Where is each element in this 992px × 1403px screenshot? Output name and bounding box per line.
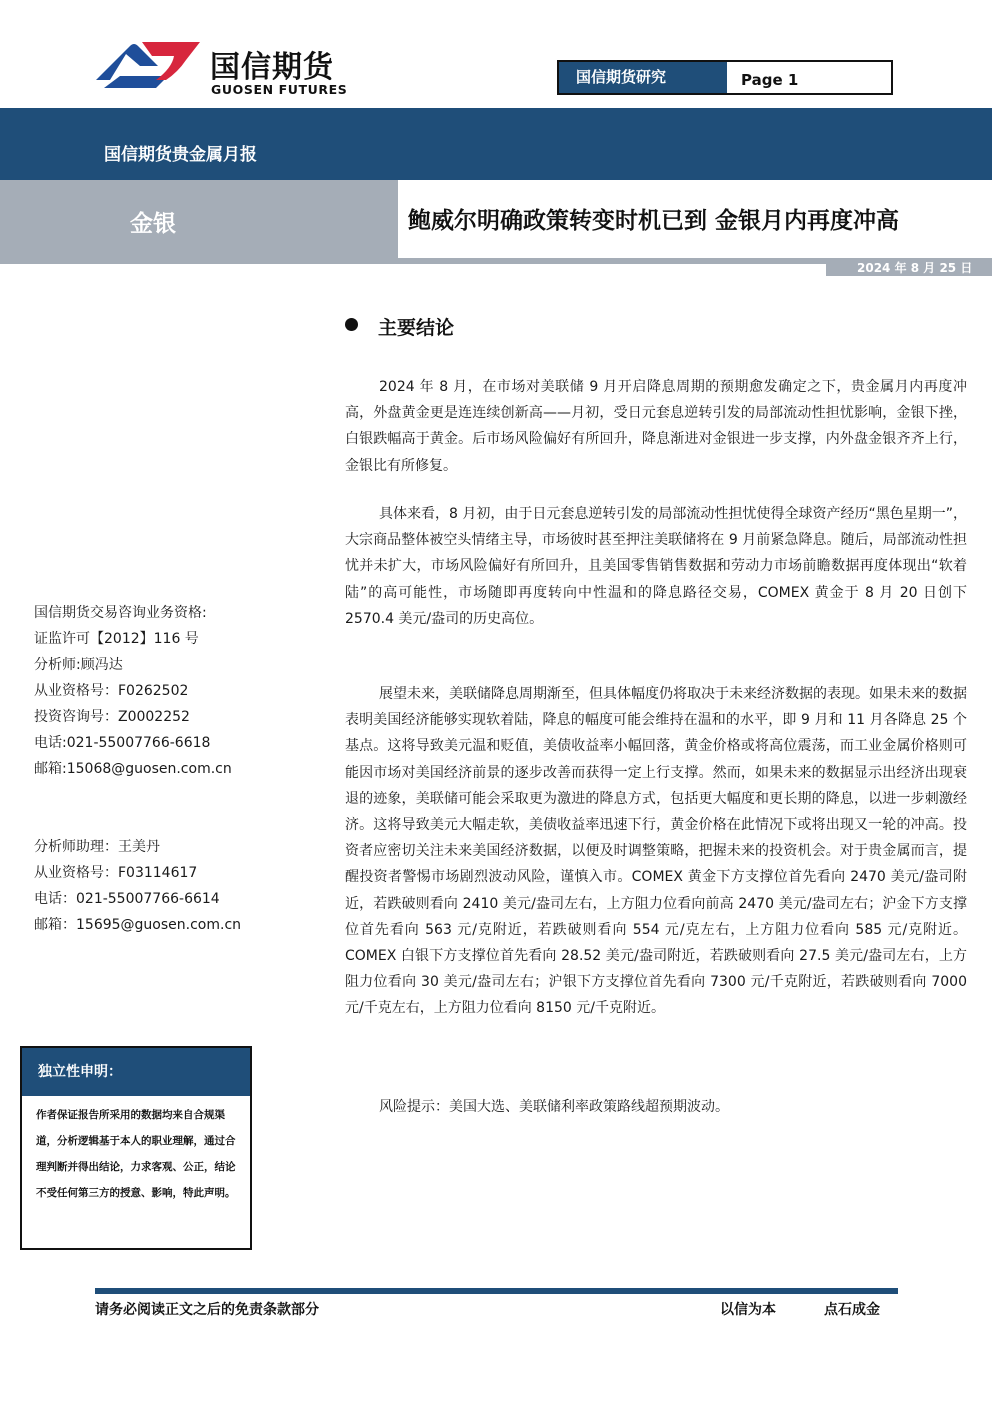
assistant-cert: 从业资格号：F03114617 [34,865,198,881]
risk-warning: 风险提示：美国大选、美联储利率政策路线超预期波动。 [379,1099,729,1115]
company-name-cn: 国信期货 [210,50,334,85]
footer-slogan-1: 以信为本 [720,1302,776,1318]
research-page-box [557,60,893,95]
conclusion-paragraph: 2024 年 8 月，在市场对美联储 9 月开启降息周期的预期愈发确定之下，贵金属月内再度冲高，外盘黄金更是连连续创新高——月初，受日元套息逆转引发的局部流动性担忧影响，金银下挫，白银跌幅高于黄金。后市场风险偏好有所回升，降息渐进对金银进一步支撑，内外盘金银齐齐上行，金银比有所修复。 [345,379,967,474]
assistant-name: 分析师助理：王美丹 [34,839,160,855]
analyst-email: 邮箱:15068@guosen.com.cn [34,761,232,777]
bullet-icon [345,318,358,331]
page-number: Page 1 [741,71,799,89]
independence-statement-box [20,1046,252,1250]
qualification-line: 国信期货交易咨询业务资格: [34,605,207,621]
footer-bar [95,1288,898,1294]
company-name-en: GUOSEN FUTURES [211,82,348,97]
footer-disclaimer: 请务必阅读正文之后的免责条款部分 [95,1302,319,1318]
analyst-name: 分析师:顾冯达 [34,657,123,673]
independence-text: 作者保证报告所采用的数据均来自合规渠道，分析逻辑基于本人的职业理解，通过合理判断并得出结论，力求客观、公正，结论不受任何第三方的授意、影响，特此声明。 [36,1109,236,1199]
section-tag: 金银 [130,211,176,237]
analyst-phone: 电话:021-55007766-6618 [34,735,211,751]
analyst-cert: 从业资格号：F0262502 [34,683,189,699]
conclusion-paragraph: 展望未来，美联储降息周期渐至，但具体幅度仍将取决于未来经济数据的表现。如果未来的数据表明美国经济能够实现软着陆，降息的幅度可能会维持在温和的水平，即 9 月和 11 月各降息 25 个基点。这将导致美元温和贬值，美债收益率小幅回落，黄金价格或将高位震荡，而工业金属价格则可能因市场对美国经济前景的逐步改善而获得一定上行支撑。然而，如果未来的数据显示出经济出现衰退的迹象，美联储可能会采取更为激进的降息方式，包括更大幅度和更长期的降息，以进一步刺激经济。这将导致美元大幅走软，美债收益率迅速下行，黄金价格在此情况下或将出现又一轮的冲高。投资者应密切关注未来美国经济数据，以便及时调整策略，把握未来的投资机会。对于贵金属而言，提醒投资者警惕市场剧烈波动风险，谨慎入市。COMEX 黄金下方支撑位首先看向 2470 美元/盎司附近，若跌破则看向 2410 美元/盎司左右，上方阻力位看向前高 2470 美元/盎司左右；沪金下方支撑位首先看向 563 元/克附近，若跌破则看向 554 元/克左右，上方阻力位看向 585 元/克附近。COMEX 白银下方支撑位首先看向 28.52 美元/盎司附近，若跌破则看向 27.5 美元/盎司左右，上方阻力位看向 30 美元/盎司左右；沪银下方支撑位首先看向 7300 元/千克附近，若跌破则看向 7000 元/千克左右，上方阻力位看向 8150 元/千克附近。 [345,686,967,1017]
license-line: 证监许可【2012】116 号 [34,631,199,647]
analyst-consult-no: 投资咨询号：Z0002252 [34,709,190,725]
footer-slogan-2: 点石成金 [824,1302,880,1318]
conclusion-heading: 主要结论 [378,317,455,339]
report-date: 2024 年 8 月 25 日 [857,261,973,275]
assistant-email: 邮箱：15695@guosen.com.cn [34,917,242,933]
main-headline: 鲍威尔明确政策转变时机已到 金银月内再度冲高 [408,208,900,234]
research-label: 国信期货研究 [559,62,727,93]
assistant-phone: 电话：021-55007766-6614 [34,891,220,907]
conclusion-paragraph: 具体来看，8 月初，由于日元套息逆转引发的局部流动性担忧使得全球资产经历“黑色星期一”，大宗商品整体被空头情绪主导，市场彼时甚至押注美联储将在 9 月前紧急降息。随后，局部流动性担忧并未扩大，市场风险偏好有所回升，且美国零售销售数据和劳动力市场前瞻数据再度体现出“软着陆”的高可能性，市场随即再度转向中性温和的降息路径交易，COMEX 黄金于 8 月 20 日创下 2570.4 美元/盎司的历史高位。 [345,506,967,627]
guosen-logo-mark-icon [96,40,201,100]
independence-heading: 独立性申明： [22,1048,250,1096]
report-series-title: 国信期货贵金属月报 [104,145,257,165]
